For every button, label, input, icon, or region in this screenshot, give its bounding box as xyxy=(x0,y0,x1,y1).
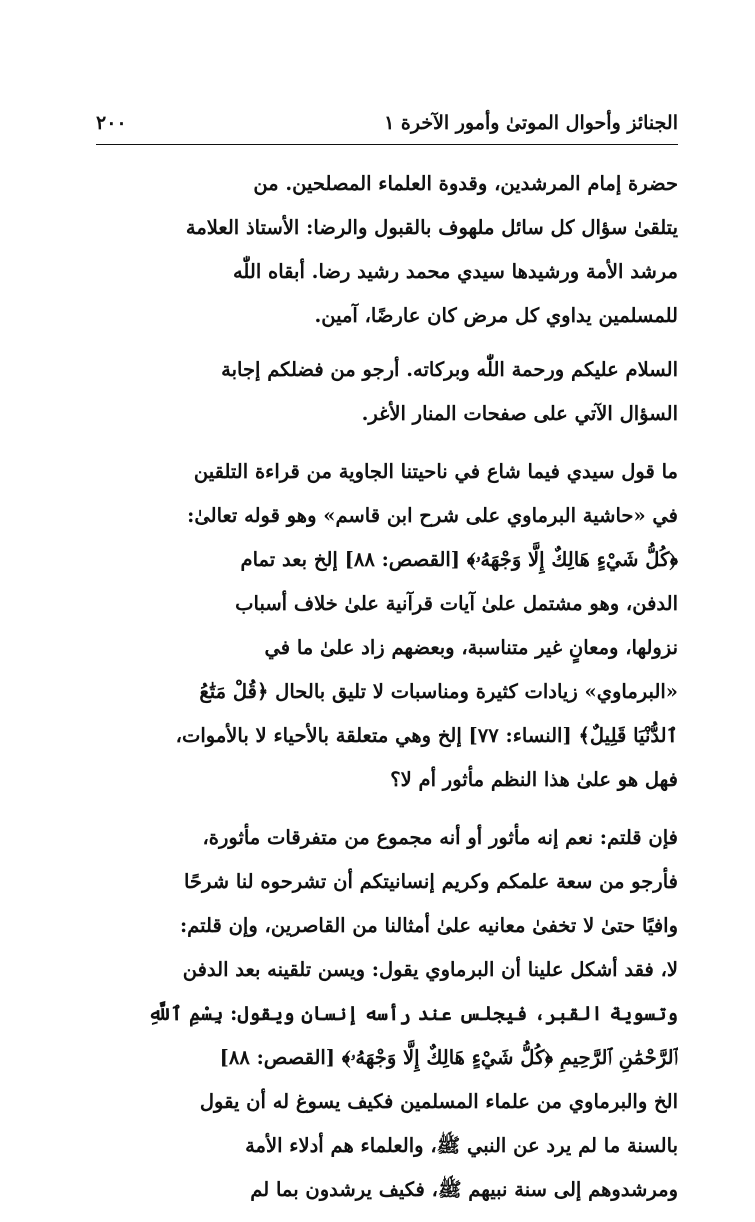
body-text xyxy=(96,162,678,1222)
running-title: الجنائز وأحوال الموتىٰ وأمور الآخرة ١ xyxy=(384,112,678,134)
text-line: فإن قلتم: نعم إنه مأثور أو أنه مجموع من متفرقات مأثورة، xyxy=(202,826,678,849)
text-line: فأرجو من سعة علمكم وكريم إنسانيتكم أن تشرحوه لنا شرحًا xyxy=(183,870,678,893)
text-line: الدفن، وهو مشتمل علىٰ آيات قرآنية علىٰ خلاف أسباب xyxy=(235,592,678,615)
text-line: يتلقىٰ سؤال كل سائل ملهوف بالقبول والرضا: الأستاذ العلامة xyxy=(185,216,678,239)
text-line: نزولها، ومعانٍ غير متناسبة، وبعضهم زاد علىٰ ما في xyxy=(264,636,678,659)
paragraph-question xyxy=(96,450,678,802)
text-line: ومرشدوهم إلى سنة نبيهم ﷺ، فكيف يرشدون بما لم xyxy=(250,1178,678,1201)
text-line: فهل هو علىٰ هذا النظم مأثور أم لا؟ xyxy=(390,768,678,791)
paragraph-followup xyxy=(96,816,678,1212)
text-line: الخ والبرماوي من علماء المسلمين فكيف يسوغ له أن يقول xyxy=(199,1090,678,1113)
text-line: السلام عليكم ورحمة اللّٰه وبركاته. أرجو من فضلكم إجابة xyxy=(221,358,678,381)
text-line: بالسنة ما لم يرد عن النبي ﷺ، والعلماء هم أدلاء الأمة xyxy=(245,1134,678,1157)
text-line: ما قول سيدي فيما شاع في ناحيتنا الجاوية من قراءة التلقين xyxy=(193,460,678,483)
text-line: ٱلرَّحْمَٰنِ ٱلرَّحِيمِ ﴿كُلُّ شَيْءٍ هَالِكٌ إِلَّا وَجْهَهُۥ﴾ [القصص: ٨٨] xyxy=(219,1046,678,1069)
text-line: للمسلمين يداوي كل مرض كان عارضًا، آمين. xyxy=(314,304,678,327)
text-line: وتسوية القبر، فيجلس عند رأسه إنسان ويقول: بِسْمِ ٱللَّهِ xyxy=(148,1002,678,1025)
text-line: «البرماوي» زيادات كثيرة ومناسبات لا تليق بالحال ﴿قُلْ مَتَٰعُ xyxy=(199,680,678,703)
text-line: في «حاشية البرماوي على شرح ابن قاسم» وهو قوله تعالىٰ: xyxy=(187,504,678,527)
text-line: وافيًا حتىٰ لا تخفىٰ معانيه علىٰ أمثالنا من القاصرين، وإن قلتم: xyxy=(179,914,678,937)
text-line: مرشد الأمة ورشيدها سيدي محمد رشيد رضا. أبقاه اللّٰه xyxy=(232,260,678,283)
text-line: ٱلدُّنْيَا قَلِيلٌ﴾ [النساء: ٧٧] إلخ وهي متعلقة بالأحياء لا بالأموات، xyxy=(175,724,678,747)
text-line: لا، فقد أشكل علينا أن البرماوي يقول: ويسن تلقينه بعد الدفن xyxy=(182,958,678,981)
paragraph-greeting xyxy=(96,348,678,436)
text-line: ﴿كُلُّ شَيْءٍ هَالِكٌ إِلَّا وَجْهَهُۥ﴾ [القصص: ٨٨] إلخ بعد تمام xyxy=(240,548,678,571)
text-line: حضرة إمام المرشدين، وقدوة العلماء المصلحين. من xyxy=(253,172,678,195)
paragraph-salutation xyxy=(96,162,678,338)
page-number: ٢٠٠ xyxy=(96,112,127,134)
text-line: السؤال الآتي على صفحات المنار الأغر. xyxy=(361,402,678,425)
running-header xyxy=(96,108,678,145)
